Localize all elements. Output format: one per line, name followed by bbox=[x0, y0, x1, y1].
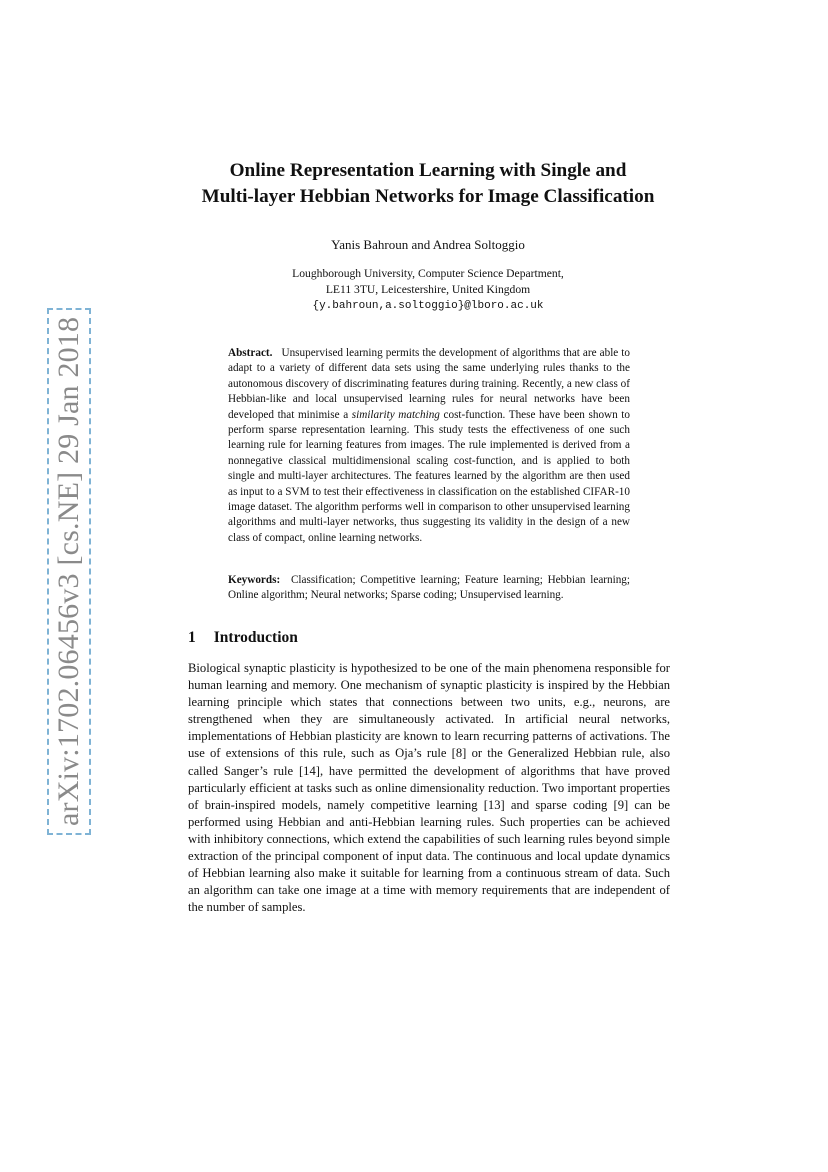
paper-title bbox=[150, 158, 706, 210]
abstract-text-part-2: cost-function. These have been shown to perform sparse representation learning. This study tests the effectiveness of one such learning rule for learning features from images. The rule implemented is derived from a nonnegative classical multidimensional scaling cost-function, and is applied to both single and multi-layer architectures. The features learned by the algorithm are then used as input to a SVM to test their effectiveness in classification on the established CIFAR-10 image dataset. The algorithm performs well in comparison to other unsupervised learning algorithms and multi-layer networks, thus suggesting its validity in the design of a new class of compact, online learning networks. bbox=[228, 408, 631, 544]
paper-title-line-2: Multi-layer Hebbian Networks for Image Classification bbox=[201, 186, 655, 207]
author-email: {y.bahroun,a.soltoggio}@lboro.ac.uk bbox=[312, 300, 544, 312]
abstract-label: Abstract. bbox=[228, 347, 273, 359]
abstract-text-part-1: Unsupervised learning permits the development of algorithms that are able to adapt to a variety of different data sets using the same underlying rules thanks to the autonomous discovery of discriminating features during training. Recently, a new class of Hebbian-like and local unsupervised learning rules for neural networks have been developed that minimise a bbox=[228, 347, 631, 421]
introduction-paragraph: Biological synaptic plasticity is hypothesized to be one of the main phenomena responsible for human learning and memory. One mechanism of synaptic plasticity is inspired by the Hebbian learning principle which states that connections between two units, e.g., neurons, are strengthened when they are simultaneously activated. In artificial neural networks, implementations of Hebbian plasticity are known to learn recurring patterns of activations. The use of extensions of this rule, such as Oja’s rule [8] or the Generalized Hebbian rule, also called Sanger’s rule [14], have permitted the development of algorithms that have proved particularly efficient at tasks such as online dimensionality reduction. Two important properties of brain-inspired models, namely competitive learning [13] and sparse coding [9] can be performed using Hebbian and anti-Hebbian learning rules. Such properties can be achieved with inhibitory connections, which extend the capabilities of such learning rules beyond simple extraction of the principal component of input data. The continuous and local update dynamics of Hebbian learning also make it suitable for learning from a continuous stream of data. Such an algorithm can take one image at a time with memory requirements that are independent of the number of samples. bbox=[188, 661, 670, 915]
paper-title-line-1: Online Representation Learning with Single and bbox=[229, 160, 627, 181]
section-title: Introduction bbox=[213, 629, 298, 646]
section-heading-introduction bbox=[188, 628, 298, 648]
abstract bbox=[228, 346, 630, 546]
section-number: 1 bbox=[188, 629, 196, 646]
affiliation-line-1: Loughborough University, Computer Science Department, bbox=[292, 267, 564, 280]
keywords bbox=[228, 573, 630, 604]
affiliation-line-2: LE11 3TU, Leicestershire, United Kingdom bbox=[325, 283, 531, 296]
keywords-label: Keywords: bbox=[228, 574, 281, 586]
author-affiliation bbox=[150, 266, 706, 314]
abstract-emphasis: similarity matching bbox=[351, 408, 440, 421]
paper-authors: Yanis Bahroun and Andrea Soltoggio bbox=[331, 237, 525, 252]
keywords-text: Classification; Competitive learning; Feature learning; Hebbian learning; Online algorithm; Neural networks; Sparse coding; Unsupervised learning. bbox=[228, 574, 631, 602]
arxiv-identifier-stamp: arXiv:1702.06456v3 [cs.NE] 29 Jan 2018 bbox=[52, 313, 86, 830]
